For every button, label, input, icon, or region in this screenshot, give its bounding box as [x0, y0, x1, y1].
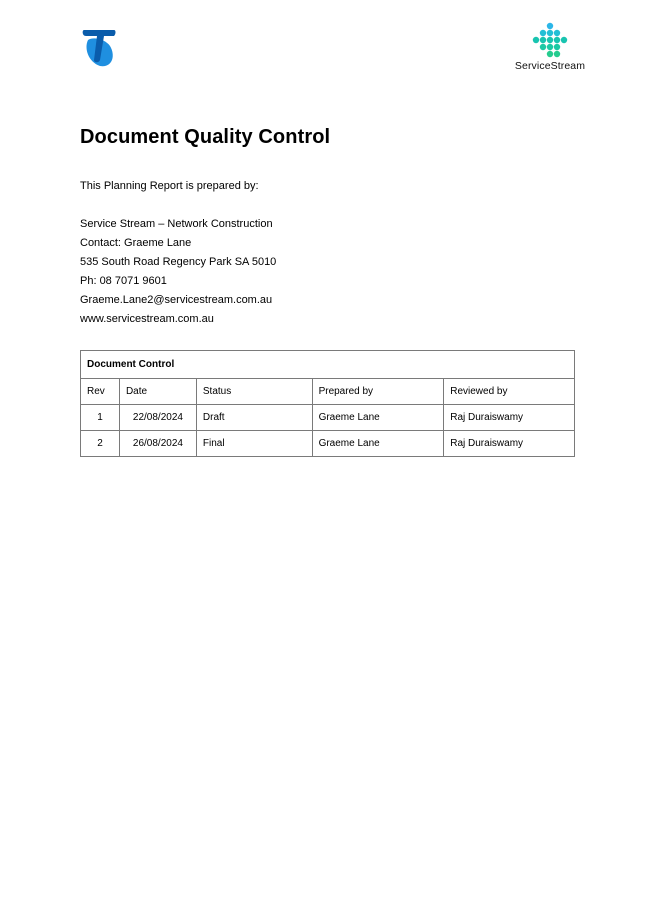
- cell-status: Final: [196, 431, 312, 457]
- table-row: [81, 431, 575, 457]
- table-row: [81, 405, 575, 431]
- table-title-row: [81, 351, 575, 379]
- contact-block: [80, 218, 276, 332]
- servicestream-dots-icon: [530, 22, 570, 58]
- header-status: Status: [196, 379, 312, 405]
- cell-status: Draft: [196, 405, 312, 431]
- cell-date: 22/08/2024: [119, 405, 196, 431]
- intro-text: This Planning Report is prepared by:: [80, 180, 259, 192]
- logo-dot: [540, 44, 546, 50]
- servicestream-logo-text: ServiceStream: [514, 60, 586, 72]
- contact-email[interactable]: Graeme.Lane2@servicestream.com.au: [80, 294, 273, 306]
- logo-dot: [540, 37, 546, 43]
- table-title: Document Control: [81, 351, 575, 379]
- header-prepared-by: Prepared by: [312, 379, 444, 405]
- cell-rev: 1: [81, 405, 120, 431]
- table-header-row: [81, 379, 575, 405]
- contact-address: 535 South Road Regency Park SA 5010: [80, 256, 277, 268]
- header-rev: Rev: [81, 379, 120, 405]
- page-title: Document Quality Control: [80, 126, 331, 148]
- header-date: Date: [119, 379, 196, 405]
- logo-dot: [554, 37, 560, 43]
- document-control-table: [80, 350, 575, 457]
- cell-prepared-by: Graeme Lane: [312, 431, 444, 457]
- cell-reviewed-by: Raj Duraiswamy: [444, 405, 575, 431]
- logo-dot: [533, 37, 539, 43]
- contact-phone: Ph: 08 7071 9601: [80, 275, 167, 287]
- logo-dot: [554, 51, 560, 57]
- cell-reviewed-by: Raj Duraiswamy: [444, 431, 575, 457]
- logo-dot: [547, 44, 553, 50]
- telstra-logo: [80, 26, 118, 68]
- logo-dot: [554, 44, 560, 50]
- contact-website[interactable]: www.servicestream.com.au: [80, 313, 214, 325]
- servicestream-logo: [508, 22, 592, 82]
- logo-dot: [547, 51, 553, 57]
- logo-dot: [540, 30, 546, 36]
- contact-company: Service Stream – Network Construction: [80, 218, 273, 230]
- cell-prepared-by: Graeme Lane: [312, 405, 444, 431]
- logo-dot: [561, 37, 567, 43]
- header-reviewed-by: Reviewed by: [444, 379, 575, 405]
- cell-date: 26/08/2024: [119, 431, 196, 457]
- logo-dot: [547, 30, 553, 36]
- cell-rev: 2: [81, 431, 120, 457]
- contact-person: Contact: Graeme Lane: [80, 237, 192, 249]
- logo-dot: [547, 37, 553, 43]
- logo-dot: [547, 23, 553, 29]
- logo-dot: [554, 30, 560, 36]
- telstra-logo-icon: [80, 26, 118, 68]
